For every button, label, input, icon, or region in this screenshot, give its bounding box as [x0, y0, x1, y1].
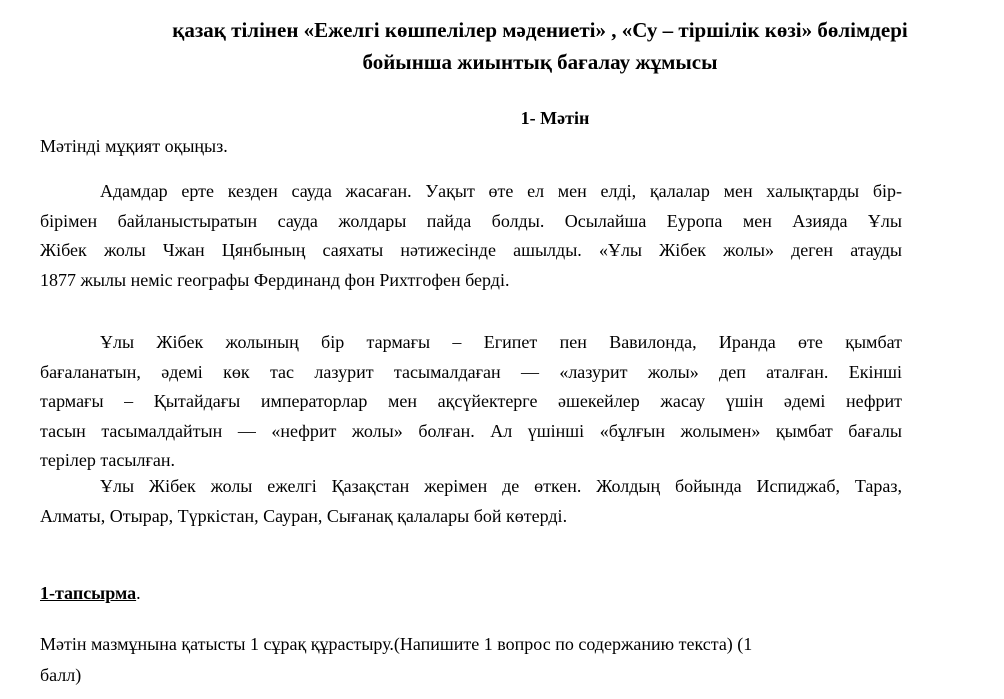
- paragraph-line: бағаланатын, әдемі көк тас лазурит тасымалдаған — «лазурит жолы» деп аталған. Екінші: [40, 361, 902, 382]
- task-description-line: Мәтін мазмұнына қатысты 1 сұрақ құрастыру.(Напишите 1 вопрос по содержанию текста) (1: [40, 634, 753, 654]
- task-heading: [40, 582, 141, 604]
- paragraph-line: тармағы – Қытайдағы императорлар мен ақсүйектерге әшекейлер жасау үшін әдемі нефрит: [40, 391, 902, 411]
- text-paragraph-3: [40, 472, 902, 531]
- task-description-line: балл): [40, 665, 82, 685]
- paragraph-line: тасын тасымалдайтын — «нефрит жолы» болған. Ал үшінші «бұлғын жолымен» қымбат бағалы: [40, 420, 902, 441]
- paragraph-line: Ұлы Жібек жолының бір тармағы – Египет пен Вавилонда, Иранда өте қымбат: [100, 332, 902, 352]
- reading-instruction: Мәтінді мұқият оқыңыз.: [40, 136, 228, 156]
- title-line-2: бойынша жиынтық бағалау жұмысы: [362, 50, 718, 74]
- task-label: 1-тапсырма: [40, 583, 137, 603]
- paragraph-line: Ұлы Жібек жолы ежелгі Қазақстан жерімен де өткен. Жолдың бойында Испиджаб, Тараз,: [100, 476, 902, 496]
- paragraph-line: Алматы, Отырар, Түркістан, Сауран, Сығанақ қалалары бой көтерді.: [40, 505, 568, 526]
- task-description: [40, 629, 902, 691]
- document-title: [60, 14, 1004, 78]
- paragraph-line: терілер тасылған.: [40, 450, 175, 470]
- text-paragraph-1: [40, 177, 902, 295]
- paragraph-line: бірімен байланыстыратын сауда жолдары пайда болды. Осылайша Еуропа мен Азияда Ұлы: [40, 210, 902, 231]
- paragraph-line: 1877 жылы неміс географы Фердинанд фон Рихтгофен берді.: [40, 269, 510, 290]
- paragraph-line: Жібек жолы Чжан Цянбының саяхаты нәтижесінде ашылды. «Ұлы Жібек жолы» деген атауды: [40, 240, 902, 260]
- title-line-1: қазақ тілінен «Ежелгі көшпелілер мәдениеті» , «Су – тіршілік көзі» бөлімдері: [172, 18, 908, 42]
- paragraph-line: Адамдар ерте кезден сауда жасаған. Уақыт өте ел мен елді, қалалар мен халықтарды бір-: [100, 181, 902, 201]
- text-paragraph-2: [40, 328, 902, 476]
- task-label-suffix: .: [136, 583, 141, 603]
- section-heading: 1- Мәтін: [520, 108, 590, 128]
